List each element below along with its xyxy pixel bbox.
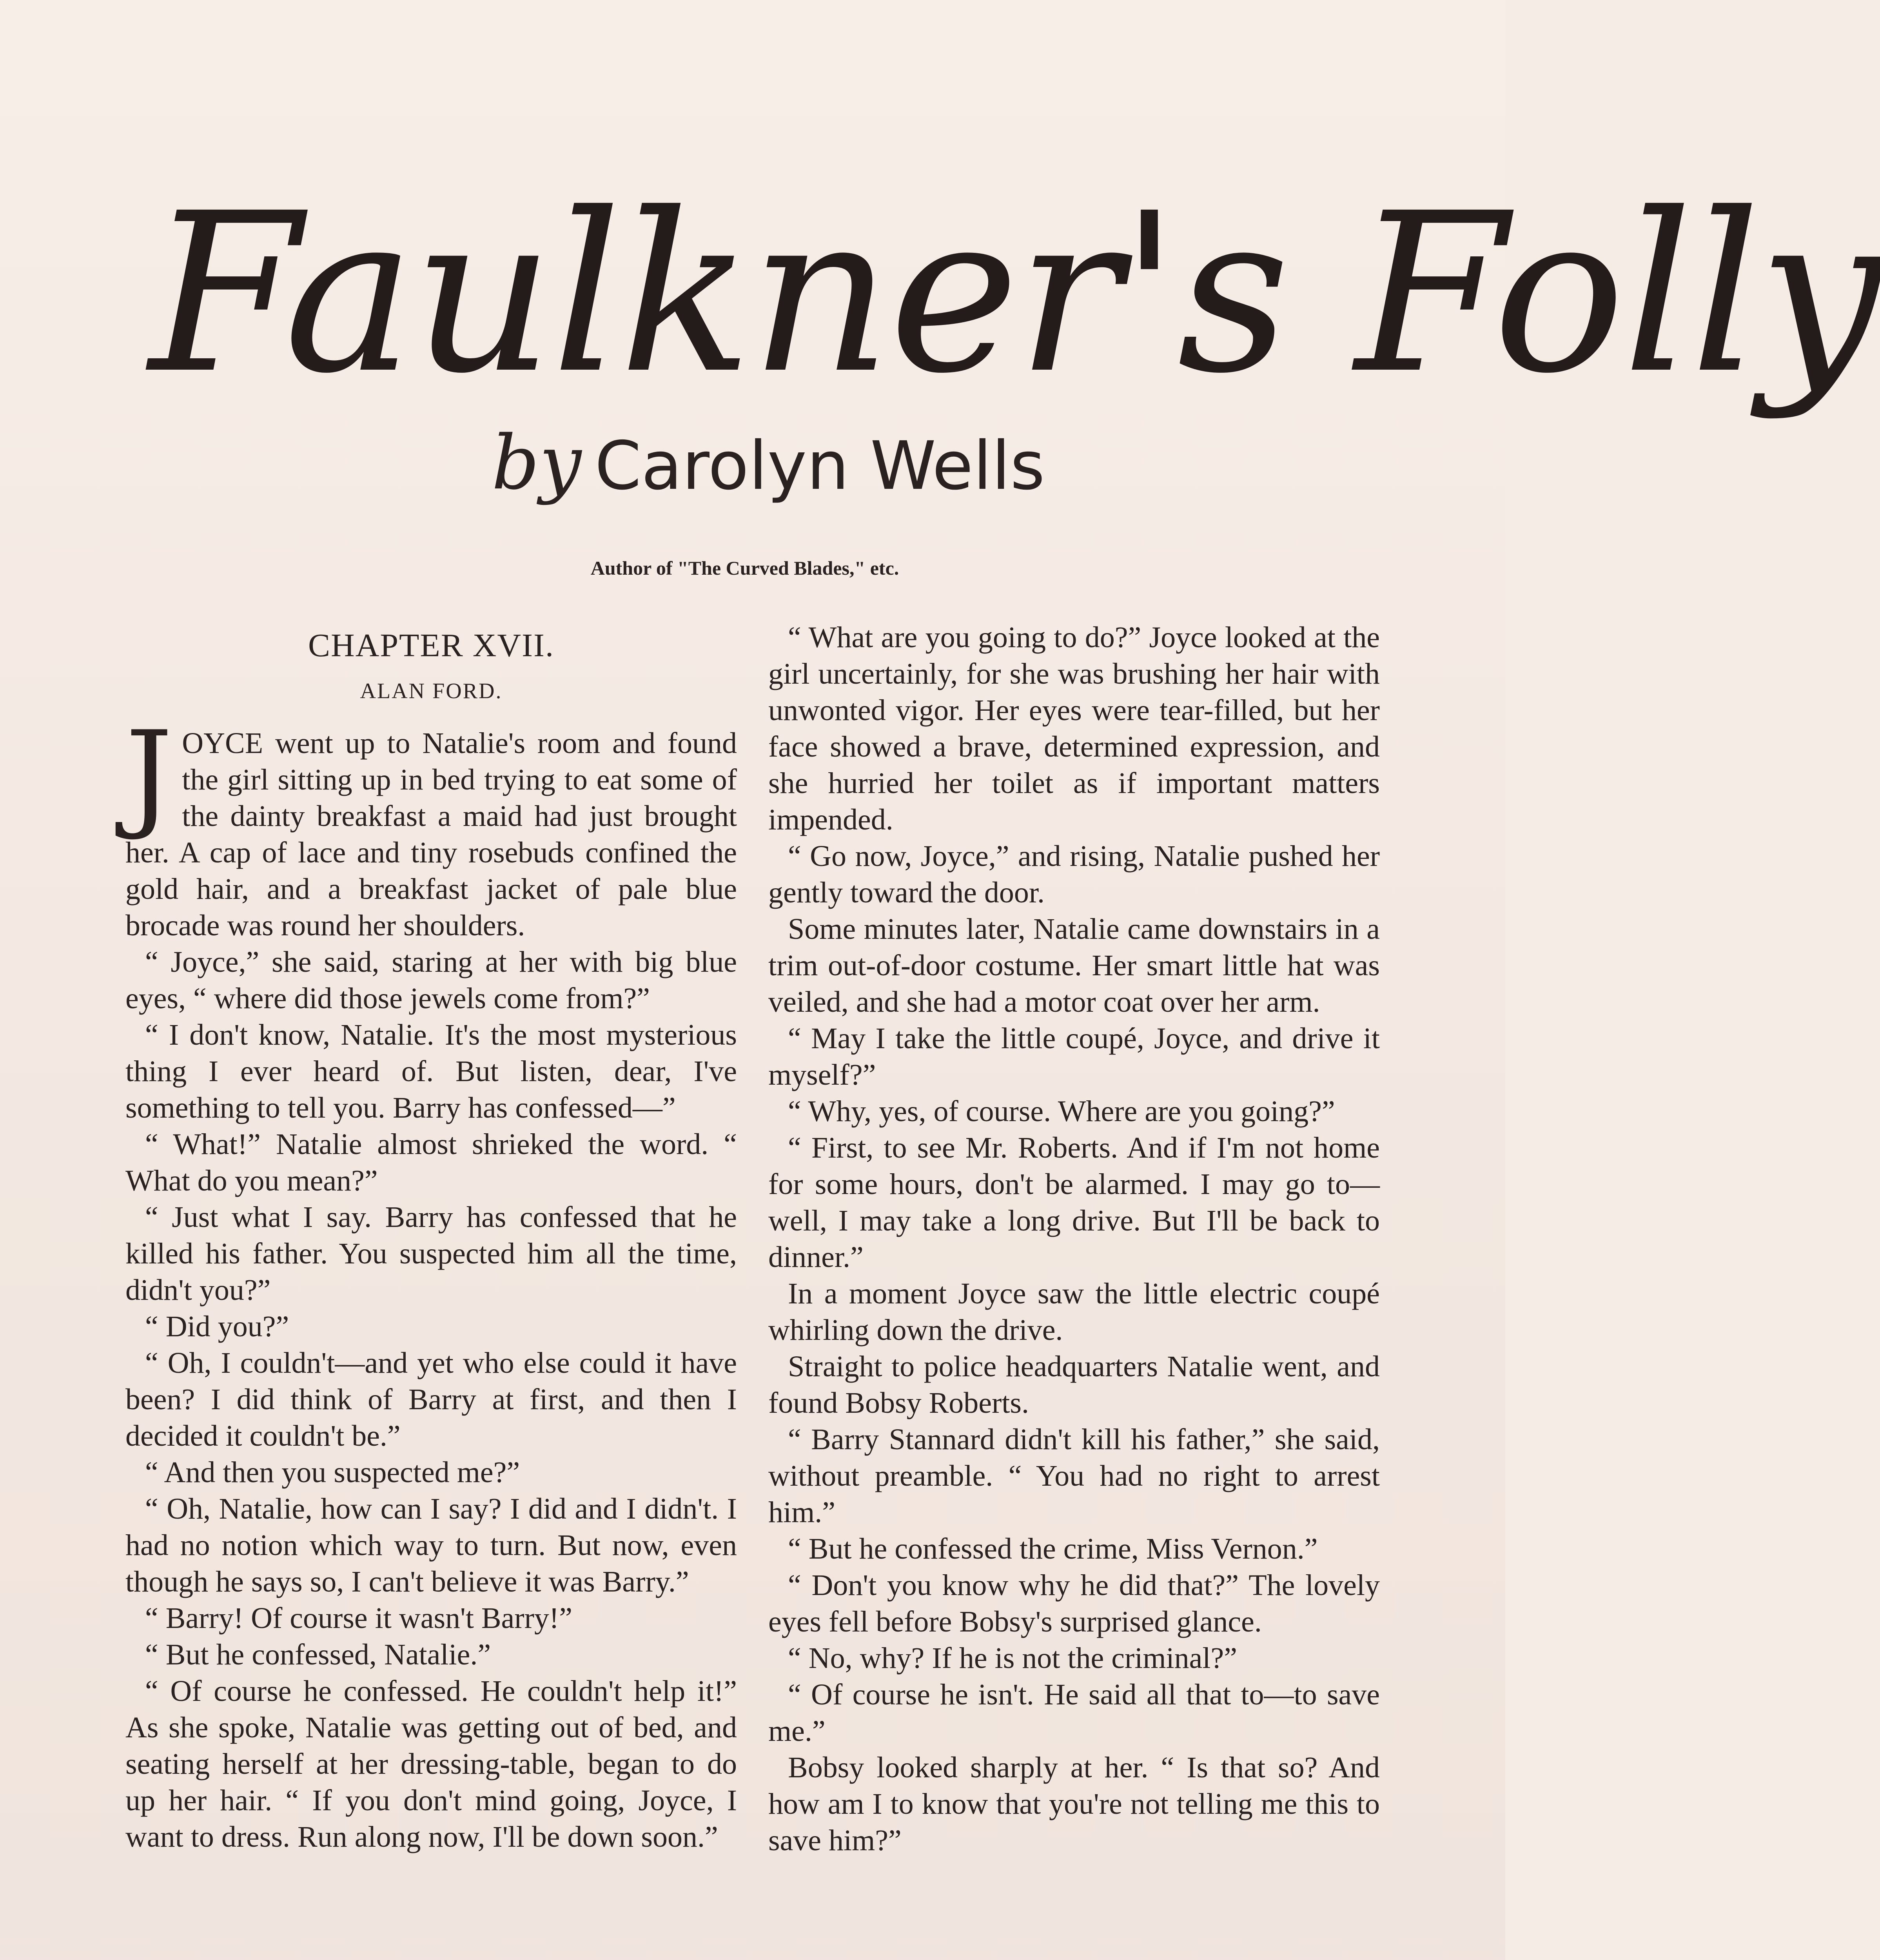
paragraph: “ Did you?” xyxy=(145,1310,289,1343)
paragraph: “ May I take the little coupé, Joyce, and drive it myself?” xyxy=(768,1022,1380,1091)
chapter-subtitle: ALAN FORD. xyxy=(360,679,503,703)
paragraph: “ No, why? If he is not the criminal?” xyxy=(788,1642,1237,1675)
paragraph: Bobsy looked sharply at her. “ Is that so? And how am I to know that you're not telling me this to save him?” xyxy=(768,1751,1380,1857)
paragraph: “ Why, yes, of course. Where are you going?” xyxy=(788,1095,1335,1128)
story-title: Faulkner's Folly xyxy=(149,166,1880,422)
paragraph: “ Oh, I couldn't—and yet who else could it have been? I did think of Barry at first, and then I decided it couldn't be.” xyxy=(125,1347,737,1452)
byline xyxy=(435,419,1102,545)
paragraph: “ Of course he isn't. He said all that to—to save me.” xyxy=(768,1678,1380,1748)
paragraph: Some minutes later, Natalie came downstairs in a trim out-of-door costume. Her smart little hat was veiled, and she had a motor coat over her arm. xyxy=(768,913,1380,1018)
paragraph: “ First, to see Mr. Roberts. And if I'm not home for some hours, don't be alarmed. I may go to—well, I may take a long drive. But I'll be back to dinner.” xyxy=(768,1131,1380,1274)
paragraph: “ Of course he confessed. He couldn't help it!” As she spoke, Natalie was getting out of bed, and seating herself at her dressing-table, began to do up her hair. “ If you don't mind going, Joyce, I want to dress. Run along now, I'll be down soon.” xyxy=(125,1675,737,1853)
paragraph: “ Barry Stannard didn't kill his father,” she said, without preamble. “ You had no right to arrest him.” xyxy=(768,1423,1380,1529)
first-paragraph xyxy=(125,706,737,944)
author-name: Carolyn Wells xyxy=(595,427,1045,505)
paragraph: “ Don't you know why he did that?” The lovely eyes fell before Bobsy's surprised glance. xyxy=(768,1569,1380,1638)
paragraph: “ What are you going to do?” Joyce looked at the girl uncertainly, for she was brushing her hair with unwonted vigor. Her eyes were tear-filled, but her face showed a brave, determined expression, and she hurried her toilet as if important matters impended. xyxy=(768,621,1380,836)
paragraph: “ Just what I say. Barry has confessed that he killed his father. You suspected him all the time, didn't you?” xyxy=(125,1201,737,1307)
paragraph: “ But he confessed the crime, Miss Vernon.” xyxy=(788,1532,1318,1565)
byline-by: by xyxy=(492,419,582,506)
right-column xyxy=(768,619,1380,1960)
paragraph: “ I don't know, Natalie. It's the most mysterious thing I ever heard of. But listen, dear, I've something to tell you. Barry has confessed—” xyxy=(125,1018,737,1124)
paragraph: Straight to police headquarters Natalie went, and found Bobsy Roberts. xyxy=(768,1350,1380,1419)
paragraph: “ And then you suspected me?” xyxy=(145,1456,520,1489)
author-credits: Author of "The Curved Blades," etc. xyxy=(590,557,899,579)
paragraph: “ Joyce,” she said, staring at her with big blue eyes, “ where did those jewels come from?” xyxy=(125,946,737,1015)
paragraph: “ Barry! Of course it wasn't Barry!” xyxy=(145,1602,572,1635)
first-paragraph-text: OYCE went up to Natalie's room and found the girl sitting up in bed trying to eat some of the dainty breakfast a maid had just brought her. A cap of lace and tiny rosebuds confined the gold hair, and a breakfast jacket of pale blue brocade was round her shoulders. xyxy=(125,727,737,942)
paragraph: “ What!” Natalie almost shrieked the word. “ What do you mean?” xyxy=(125,1128,737,1197)
drop-cap: J xyxy=(125,706,173,843)
paragraph: “ But he confessed, Natalie.” xyxy=(145,1638,491,1671)
paragraph: In a moment Joyce saw the little electric coupé whirling down the drive. xyxy=(768,1277,1380,1347)
chapter-heading: CHAPTER XVII. xyxy=(308,627,554,664)
paragraph: “ Go now, Joyce,” and rising, Natalie pushed her gently toward the door. xyxy=(768,840,1380,909)
left-column xyxy=(125,619,737,1960)
paragraph: “ Oh, Natalie, how can I say? I did and I didn't. I had no notion which way to turn. But now, even though he says so, I can't believe it was Barry.” xyxy=(125,1492,737,1598)
